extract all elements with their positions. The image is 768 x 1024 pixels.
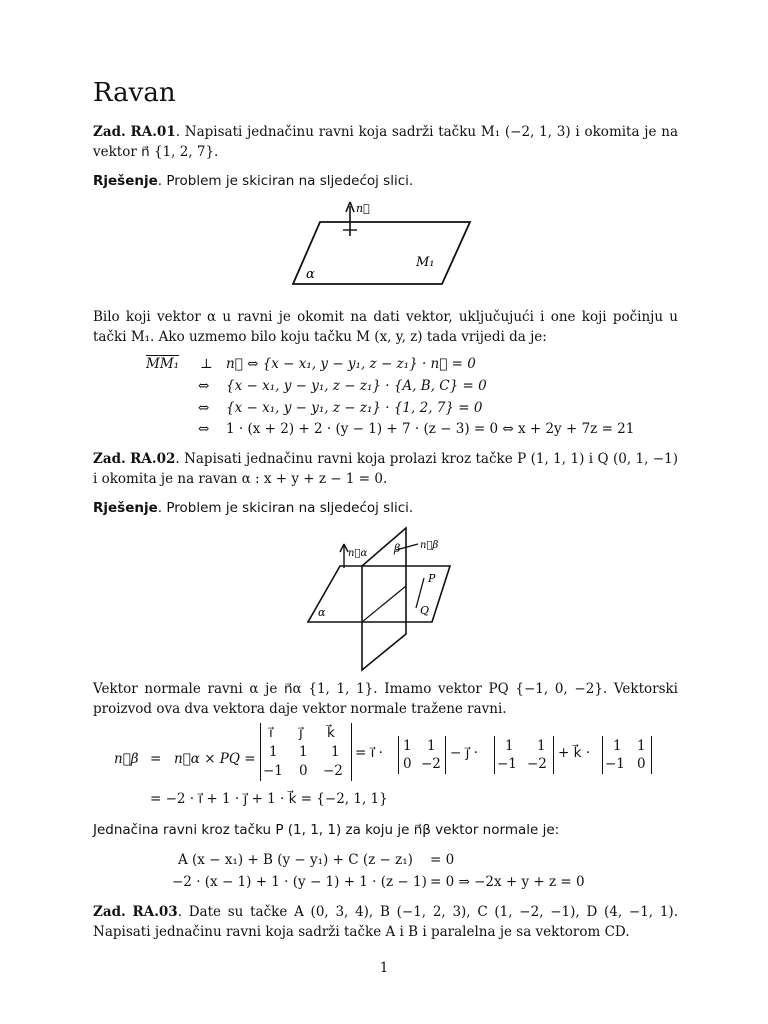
figure-q-label: Q (420, 604, 430, 617)
plane-eq2-lhs: −2 · (x − 1) + 1 · (y − 1) + 1 · (z − 1) (172, 874, 427, 890)
figure-n-beta-label: n⃗β (420, 540, 439, 551)
eq3-rhs: {x − x₁, y − y₁, z − z₁} · {1, 2, 7} = 0 (226, 400, 483, 416)
plane-eq1-lhs: A (x − x₁) + B (y − y₁) + C (z − z₁) (178, 852, 413, 868)
figure-beta-label: β (394, 542, 401, 555)
section-title: Ravan (93, 78, 176, 108)
cross-lhs: n⃗β (114, 751, 139, 767)
page-number: 1 (379, 960, 389, 976)
task2-solution-label: Rješenje (93, 500, 158, 516)
figure-n-label: n⃗ (356, 202, 370, 215)
task2-label: Zad. (93, 451, 126, 467)
plane-eq1-rhs: = 0 (430, 852, 455, 868)
plane-eq2-rhs: = 0 ⇒ −2x + y + z = 0 (430, 874, 585, 890)
task1-id: RA.01 (130, 124, 176, 140)
cross-matrix: i⃗ j⃗ k⃗ 1 1 1 −1 0 −2 (260, 723, 352, 781)
det2: 1 1 −1 −2 (494, 736, 554, 774)
document-page (93, 78, 678, 124)
task3-label: Zad. (93, 904, 126, 920)
figure-p-label: P (428, 572, 436, 585)
eq4-rhs: 1 · (x + 2) + 2 · (y − 1) + 7 · (z − 3) = 0 ⇔ x + 2y + 7z = 21 (226, 421, 635, 437)
det1: 1 1 0 −2 (398, 736, 446, 774)
plane-outline (293, 222, 470, 284)
det3: 1 1 −1 0 (602, 736, 652, 774)
figure-alpha-label: α (318, 606, 326, 619)
task3-id: RA.03 (132, 904, 178, 920)
task2-solution-text: . Problem je skiciran na sljedećoj slici. (157, 500, 414, 516)
task2-statement (93, 449, 678, 489)
task2-solution-intro (93, 498, 678, 518)
cross-mid: n⃗α × PQ = (174, 751, 256, 767)
eq1-lhs: MM₁ (146, 356, 180, 372)
task1-paragraph: Bilo koji vektor α u ravni je okomit na dati vektor, uključujući i one koji počinju u tački M₁. Ako uzmemo bilo koju tačku M (x, y, z) tada vrijedi da je: (93, 309, 678, 345)
eq4-op: ⇔ (198, 421, 210, 437)
task1-solution-label: Rješenje (93, 173, 158, 189)
task2-paragraph2: Jednačina ravni kroz tačku P (1, 1, 1) za koju je n⃗β vektor normale je: (93, 822, 560, 838)
task2-id: RA.02 (130, 451, 176, 467)
task2-paragraph1: Vektor normale ravni α je n⃗α {1, 1, 1}. Imamo vektor PQ {−1, 0, −2}. Vektorski proizvod ova dva vektora daje vektor normale tražene ravni. (93, 681, 678, 717)
eq3-op: ⇔ (198, 400, 210, 416)
figure-alpha-label: α (306, 267, 315, 282)
eq2-op: ⇔ (198, 378, 210, 394)
figure-two-planes-sketch (300, 522, 470, 672)
task2-text: . Napisati jednačinu ravni koja prolazi kroz tačke P (1, 1, 1) i Q (0, 1, −1) i okomita je na ravan α : x + y + z − 1 = 0. (93, 451, 678, 487)
task1-statement (93, 122, 678, 162)
figure-plane-sketch (290, 198, 480, 290)
eq1-op: ⊥ (200, 356, 213, 372)
task1-text: . Napisati jednačinu ravni koja sadrži tačku M₁ (−2, 1, 3) i okomita je na vektor n⃗ {1, 2, 7}. (93, 124, 678, 160)
task1-solution-intro (93, 171, 678, 191)
task1-label: Zad. (93, 124, 126, 140)
cross-result: = −2 · i⃗ + 1 · j⃗ + 1 · k⃗ = {−2, 1, 1} (150, 791, 388, 807)
eq2-rhs: {x − x₁, y − y₁, z − z₁} · {A, B, C} = 0 (226, 378, 487, 394)
eq1-rhs: n⃗ ⇔ {x − x₁, y − y₁, z − z₁} · n⃗ = 0 (226, 356, 476, 372)
figure-n-alpha-label: n⃗α (348, 548, 368, 559)
task3-statement (93, 902, 678, 942)
task3-text: . Date su tačke A (0, 3, 4), B (−1, 2, 3), C (1, −2, −1), D (4, −1, 1). Napisati jednačinu ravni koja sadrži tačke A i B i paralelna je sa vektorom CD. (93, 904, 678, 940)
figure-m1-label: M₁ (416, 255, 435, 270)
task1-solution-text: . Problem je skiciran na sljedećoj slici. (157, 173, 414, 189)
